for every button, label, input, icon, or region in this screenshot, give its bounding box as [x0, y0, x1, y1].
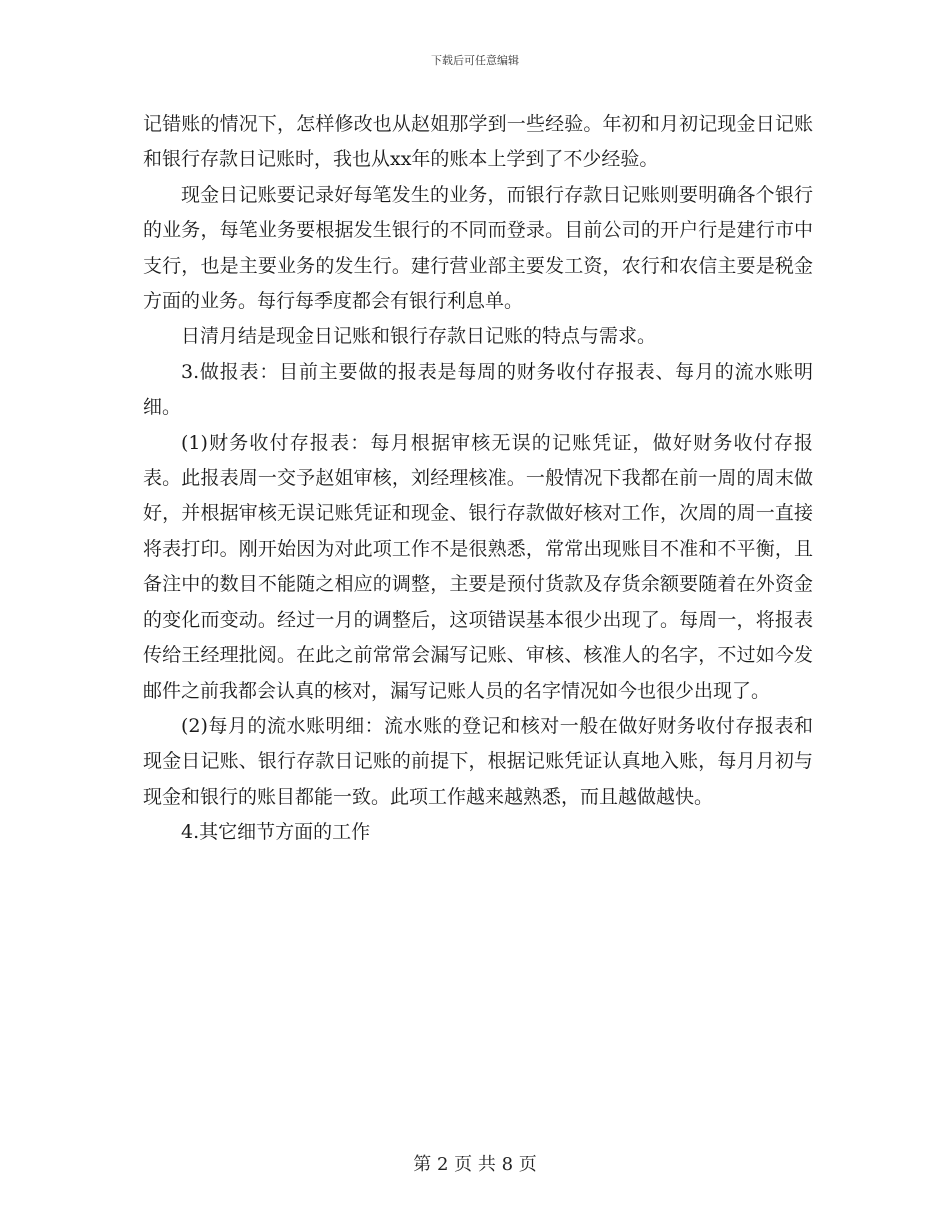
page-header: 下载后可任意编辑: [431, 54, 519, 67]
page-footer: 第 2 页 共 8 页: [413, 1154, 537, 1175]
paragraph-5: (1)财务收付存报表：每月根据审核无误的记账凭证，做好财务收付存报表。此报表周一交予赵姐审核，刘经理核准。一般情况下我都在前一周的周末做好，并根据审核无误记账凭证和现金、银行存款做好核对工作，次周的周一直接将表打印。刚开始因为对此项工作不是很熟悉，常常出现账目不准和不平衡，且备注中的数目不能随之相应的调整，主要是预付货款及存货余额要随着在外资金的变化而变动。经过一月的调整后，这项错误基本很少出现了。每周一，将报表传给王经理批阅。在此之前常常会漏写记账、审核、核准人的名字，不过如今发邮件之前我都会认真的核对，漏写记账人员的名字情况如今也很少出现了。: [143, 431, 813, 702]
paragraph-3: 日清月结是现金日记账和银行存款日记账的特点与需求。: [181, 325, 657, 348]
paragraph-4: 3.做报表：目前主要做的报表是每周的财务收付存报表、每月的流水账明细。: [143, 360, 813, 419]
paragraph-2: 现金日记账要记录好每笔发生的业务，而银行存款日记账则要明确各个银行的业务，每笔业务要根据发生银行的不同而登录。目前公司的开户行是建行市中支行，也是主要业务的发生行。建行营业部主要发工资，农行和农信主要是税金方面的业务。每行每季度都会有银行利息单。: [143, 183, 813, 313]
document-body: [143, 107, 813, 851]
paragraph-7: 4.其它细节方面的工作: [181, 821, 371, 844]
paragraph-6: (2)每月的流水账明细：流水账的登记和核对一般在做好财务收付存报表和现金日记账、银行存款日记账的前提下，根据记账凭证认真地入账，每月月初与现金和银行的账目都能一致。此项工作越来越熟悉，而且越做越快。: [143, 714, 813, 808]
paragraph-1: 记错账的情况下，怎样修改也从赵姐那学到一些经验。年初和月初记现金日记账和银行存款日记账时，我也从xx年的账本上学到了不少经验。: [143, 113, 813, 171]
